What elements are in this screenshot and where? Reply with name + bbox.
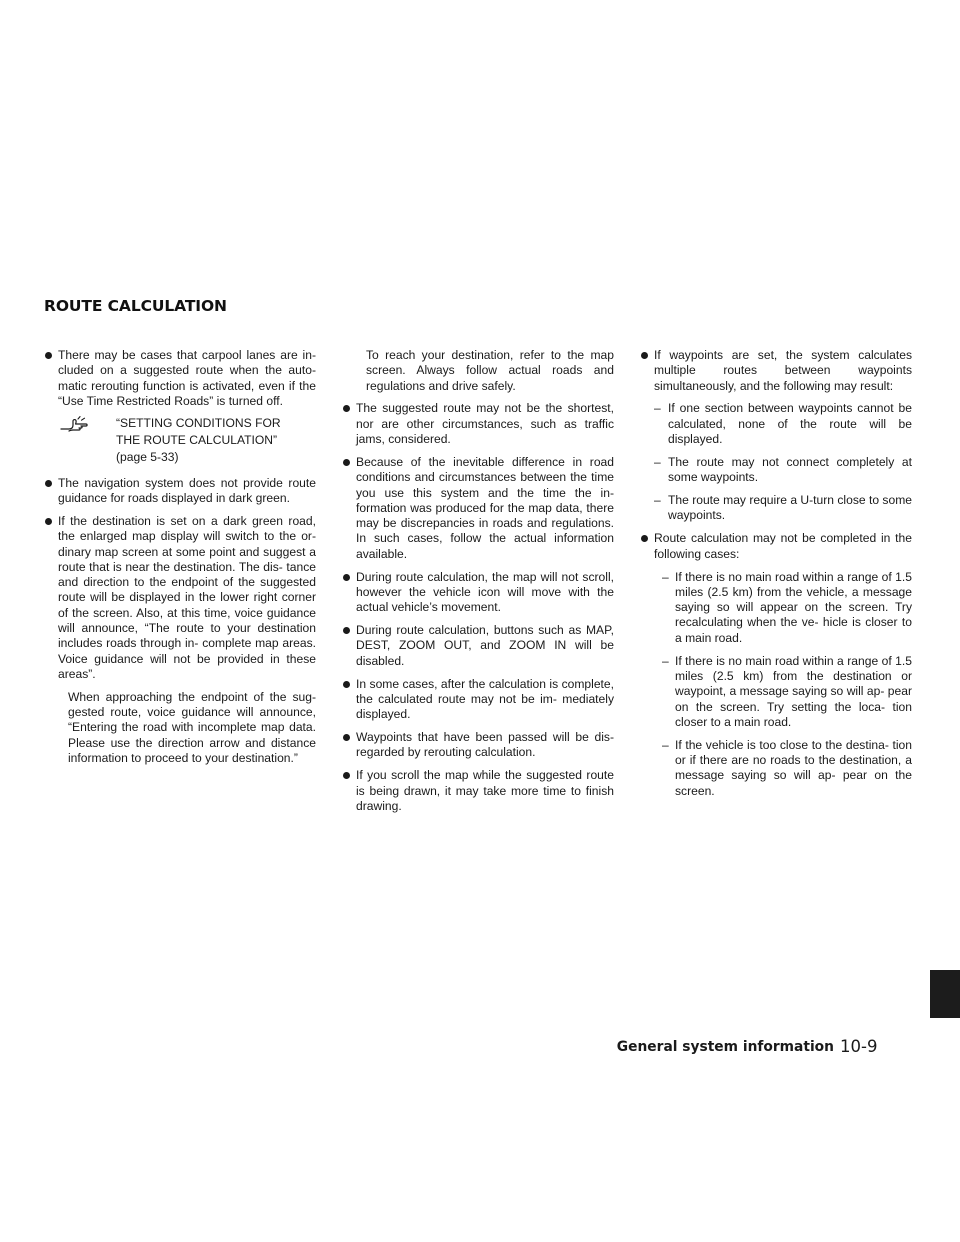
bullet-item: If waypoints are set, the system calculates multiple routes between waypoints simultaneously, and the following may result: [640,348,912,394]
chapter-thumb-tab [930,970,960,1018]
indented-paragraph: When approaching the endpoint of the sug- gested route, voice guidance will announce, “Entering the road with incomplete map data. Please use the direction arrow and distance information to proceed to your destination.” [68,689,316,766]
reference-page: (page 5-33) [116,449,179,464]
bullet-item: The navigation system does not provide route guidance for roads displayed in dark green. [44,476,316,507]
bullet-item: Because of the inevitable difference in road conditions and circumstances between the time you use this system and the time the in- formation was produced for the map data, there may be discrepancies in roads and regulations. In such cases, follow the actual information available. [342,455,614,562]
dash-mark: – [654,493,661,508]
bullet-item: Route calculation may not be completed in the following cases: [640,531,912,562]
text-column-3 [640,348,912,806]
dash-mark: – [662,737,669,752]
text-column-1 [44,348,316,774]
reference-title-line-1: “SETTING CONDITIONS FOR [116,415,281,430]
reference-hand-icon [60,416,90,432]
dash-item [640,401,912,447]
dash-mark: – [654,401,661,416]
bullet-item: If you scroll the map while the suggested route is being drawn, it may take more time to finish drawing. [342,768,614,814]
reference-title-line-2: THE ROUTE CALCULATION” [116,432,278,447]
section-title: ROUTE CALCULATION [44,297,227,315]
dash-item [640,654,912,730]
bullet-item: If the destination is set on a dark green road, the enlarged map display will switch to the or- dinary map screen at some point and suggest a route that is near the destination. The dis- tance and direction to the endpoint of the suggested route will be displayed in the lower right corner of the screen. Also, at this time, voice guidance will announce, “The route to your destination includes roads through in- complete map areas. Voice guidance will not be provided in these areas”. [44,514,316,682]
bullet-item: The suggested route may not be the shortest, nor are other circumstances, such as traffic jams, considered. [342,401,614,447]
bullet-item: Waypoints that have been passed will be dis- regarded by rerouting calculation. [342,730,614,761]
footer-section-label: General system information [616,1039,834,1055]
dash-mark: – [662,653,669,668]
dash-item [640,455,912,486]
dash-item [640,493,912,524]
bullet-item: During route calculation, buttons such as MAP, DEST, ZOOM OUT, and ZOOM IN will be disabled. [342,623,614,669]
cross-reference [44,415,316,466]
dash-item-text: If one section between waypoints cannot be calculated, none of the route will be displayed. [668,401,912,447]
dash-mark: – [662,569,669,584]
dash-item-text: If there is no main road within a range of 1.5 miles (2.5 km) from the vehicle, a message saying so will appear on the screen. Try recalculating when the ve- hicle is closer to a main road. [675,569,912,645]
text-column-2 [342,348,614,822]
dash-item [640,570,912,646]
indented-paragraph: To reach your destination, refer to the map screen. Always follow actual roads and regulations and drive safely. [366,348,614,393]
bullet-item: During route calculation, the map will not scroll, however the vehicle icon will move with the actual vehicle’s movement. [342,570,614,616]
dash-item-text: If the vehicle is too close to the destina- tion or if there are no roads to the destination, a message saying so will ap- pear on the screen. [675,737,912,798]
dash-item-text: The route may require a U-turn close to some waypoints. [668,493,912,523]
page-number: 10-9 [840,1037,878,1056]
dash-item-text: If there is no main road within a range of 1.5 miles (2.5 km) from the destination or waypoint, a message saying so will ap- pear on the screen. Try setting the loca- tion closer to a main road. [675,653,912,729]
dash-item-text: The route may not connect completely at some waypoints. [668,454,912,485]
bullet-item: In some cases, after the calculation is complete, the calculated route may not be im- mediately displayed. [342,677,614,723]
bullet-item: There may be cases that carpool lanes are in- cluded on a suggested route when the auto- matic rerouting function is activated, even if the “Use Time Restricted Roads” is turned off. [44,348,316,409]
dash-mark: – [654,454,661,469]
dash-item [640,738,912,799]
